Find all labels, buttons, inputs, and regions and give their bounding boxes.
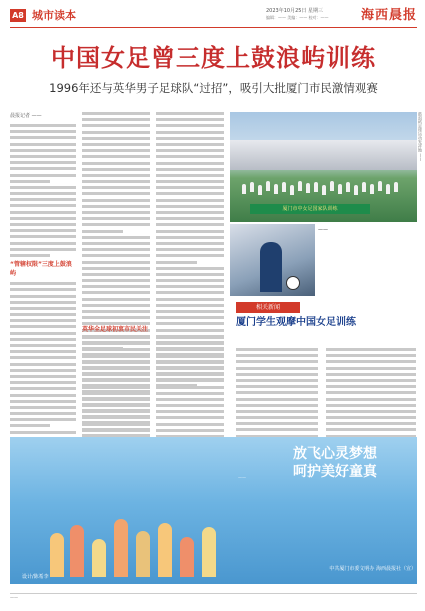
byline: 晨报记者 —— (10, 113, 42, 119)
player-photo-caption: —— (318, 227, 328, 233)
section-title: 城市读本 (32, 9, 76, 22)
related-news-tag: 相关新闻 (236, 302, 300, 313)
design-credit: 设计/陈希李 (22, 574, 49, 580)
ad-slogan-line-1: 放飞心灵梦想 (293, 446, 377, 462)
team-photo (230, 112, 417, 222)
dateline: 2023年10月25日 星期三 (266, 8, 324, 14)
ad-illustration (40, 467, 240, 577)
page-footer: —— (10, 593, 417, 603)
section-subhead-2: 英华全足球初衷市民关注 (82, 326, 149, 333)
editor-credits: 编辑：—— 美编：—— 校对：—— (266, 15, 329, 20)
section-number: A8 (10, 9, 26, 22)
masthead: 海西晨报 (360, 8, 417, 23)
public-service-ad (10, 437, 417, 584)
stadium-roof (230, 140, 417, 170)
header-rule (10, 27, 417, 28)
ad-small-text: —— (238, 475, 246, 480)
ad-sponsor: 中共厦门市委文明办 海西晨报社（宣） (329, 566, 416, 572)
section-subhead-1: “管辖权限”三度上鼓浪屿 (10, 261, 72, 278)
ad-slogan-line-2: 呵护美好童真 (293, 464, 377, 480)
subheadline: 1996年还与英华男子足球队“过招”，吸引大批厦门市民激情观赛 (49, 81, 378, 95)
photo-banner: 厦门市中女足国家队训练 (250, 204, 370, 214)
page-header (10, 7, 417, 25)
player-figure (260, 242, 282, 292)
headline: 中国女足曾三度上鼓浪屿训练 (51, 44, 376, 72)
player-photo (230, 224, 315, 296)
ad-slogan (260, 445, 410, 481)
sidebar-title: 厦门学生观摩中国女足训练 (236, 317, 356, 328)
soccer-ball-icon (286, 276, 300, 290)
crowd (238, 170, 408, 200)
photo-caption: 鼓浪屿足球运动发祥地 —— (418, 112, 423, 162)
